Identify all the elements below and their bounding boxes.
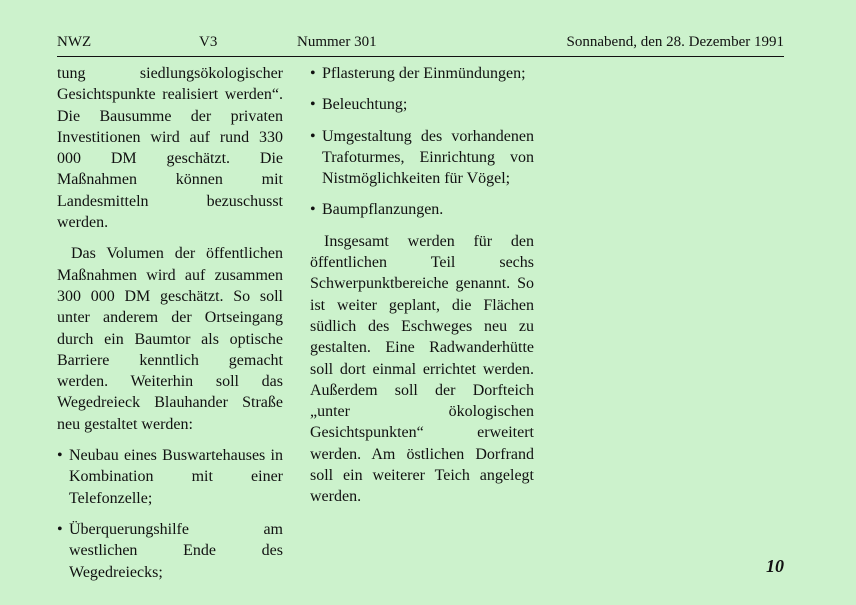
bullet-icon: •: [310, 96, 316, 114]
column-right: [310, 63, 534, 508]
bullet-text: Umgestaltung des vorhandenen Trafoturmes, Einrichtung von Nistmöglichkeiten für Vögel;: [322, 127, 534, 188]
paragraph: Insgesamt werden für den öffentlichen Teil sechs Schwerpunktbereiche genannt. So ist weiter geplant, die Flächen südlich des Eschweges neu zu gestalten. Eine Radwanderhütte soll dort einmal errichtet werden. Außerdem soll der Dorfteich „unter ökologischen Gesichtspunkten“ erweitert werden. Am östlichen Dorfrand soll ein weiterer Teich angelegt werden.: [310, 232, 534, 506]
column-left: [57, 63, 283, 583]
bullet-text: Neubau eines Buswartehauses in Kombination mit einer Telefonzelle;: [69, 447, 283, 507]
newspaper-name: NWZ: [57, 34, 92, 50]
bullet-text: Baumpflanzungen.: [322, 201, 444, 219]
issue-number: Nummer 301: [297, 34, 377, 50]
bullet-text: Pflasterung der Einmündungen;: [322, 65, 526, 82]
bullet-item: [310, 94, 534, 115]
bullet-text: Beleuchtung;: [322, 96, 408, 114]
section-label: V3: [199, 34, 218, 50]
bullet-item: [57, 519, 283, 583]
page-number: 10: [766, 556, 784, 576]
page-header: [57, 34, 784, 54]
bullet-item: [310, 199, 534, 220]
bullet-item: [310, 63, 534, 84]
issue-date: Sonnabend, den 28. Dezember 1991: [566, 34, 784, 50]
bullet-item: [57, 445, 283, 509]
bullet-item: [310, 126, 534, 190]
bullet-icon: •: [57, 520, 63, 538]
bullet-icon: •: [57, 447, 63, 465]
bullet-icon: •: [310, 127, 316, 145]
paragraph: tung siedlungsökologischer Gesichtspunkte realisiert werden“. Die Bausumme der privaten Investitionen wird auf rund 330 000 DM geschätzt. Die Maßnahmen können mit Landesmitteln bezuschusst werden.: [57, 65, 283, 232]
bullet-icon: •: [310, 65, 316, 82]
bullet-text: Überquerungshilfe am westlichen Ende des Wegedreiecks;: [69, 520, 283, 581]
header-rule: [57, 56, 784, 57]
bullet-icon: •: [310, 201, 316, 219]
paragraph: Das Volumen der öffentlichen Maßnahmen wird auf zusammen 300 000 DM geschätzt. So soll unter anderem der Ortseingang durch ein Baumtor als optische Barriere kenntlich gemacht werden. Weiterhin soll das Wegedreieck Blauhander Straße neu gestaltet werden:: [57, 245, 283, 433]
